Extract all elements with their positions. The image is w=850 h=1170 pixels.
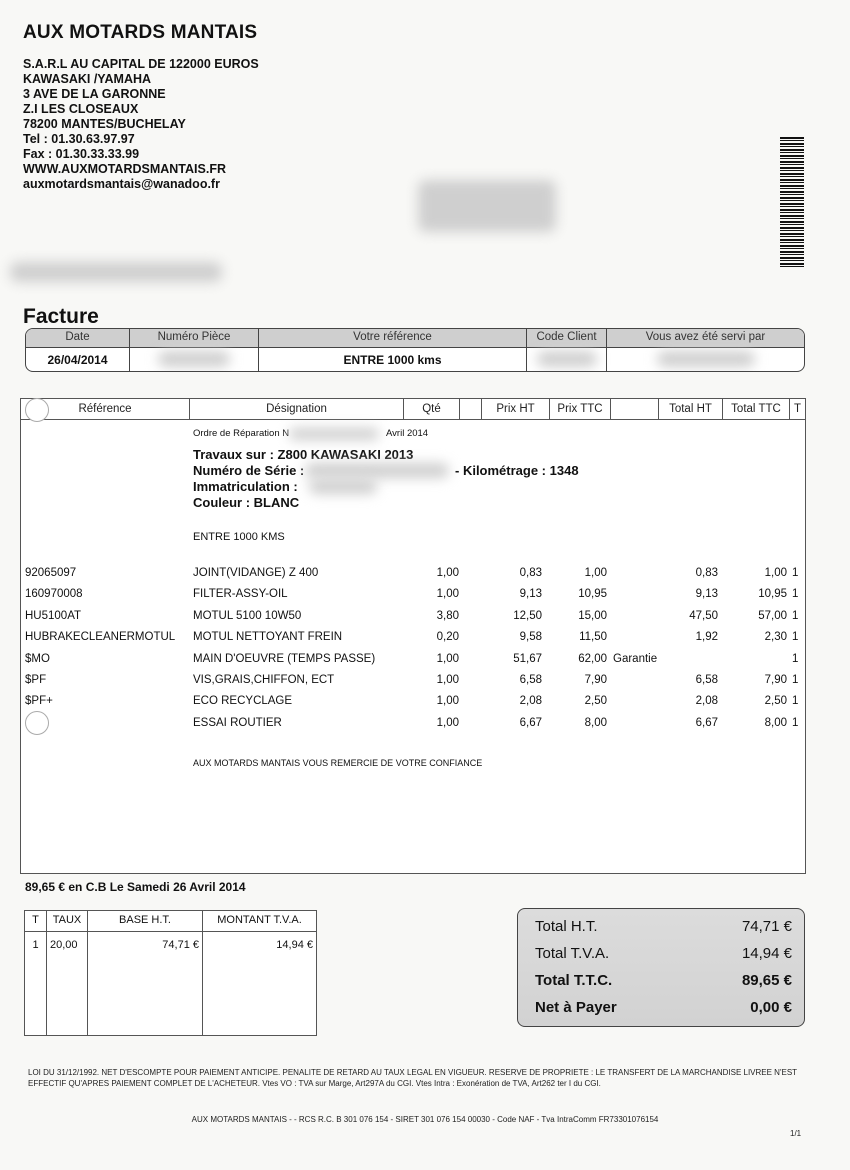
total-ttc-label: Total T.T.C. <box>535 972 613 989</box>
row-t: 1 <box>792 609 799 622</box>
col-reference: Référence <box>21 399 190 419</box>
table-row <box>21 610 805 631</box>
table-row <box>21 588 805 609</box>
date-cell <box>26 329 130 371</box>
table-row <box>21 653 805 674</box>
row-tht: 47,50 <box>689 609 718 622</box>
legal-line: EFFECTIF QU'APRES PAIEMENT COMPLET DE L'ACHETEUR. Vtes VO : TVA sur Marge, Art297A du CGI. Vtes Intra : Exonération de TVA, Art262 ter I du CGI. <box>28 1079 601 1088</box>
row-pttc: 11,50 <box>579 631 607 644</box>
redacted-serial-number <box>305 463 449 478</box>
row-pht: 6,67 <box>519 716 542 729</box>
row-qty: 1,00 <box>436 567 459 579</box>
row-pttc: 15,00 <box>578 609 607 622</box>
row-pttc: 1,00 <box>584 567 607 579</box>
row-pht: 12,50 <box>513 609 542 622</box>
reference-label: Votre référence <box>353 331 432 343</box>
row-des: VIS,GRAIS,CHIFFON, ECT <box>193 674 335 686</box>
thanks-message: AUX MOTARDS MANTAIS VOUS REMERCIE DE VOTRE CONFIANCE <box>193 758 483 768</box>
totals-box <box>517 908 805 1027</box>
redacted-piece-number <box>158 351 230 367</box>
work-title: Travaux sur : Z800 KAWASAKI 2013 <box>193 447 414 462</box>
served-label: Vous avez été servi par <box>645 331 766 343</box>
table-row <box>21 631 805 652</box>
total-ht-value: 74,71 € <box>741 918 792 935</box>
company-info-line: WWW.AUXMOTARDSMANTAIS.FR <box>23 162 226 176</box>
serial-label: Numéro de Série : <box>193 463 305 478</box>
served-cell <box>607 329 804 371</box>
client-label: Code Client <box>536 331 597 343</box>
plate-label: Immatriculation : <box>193 479 298 494</box>
tax-amount-value: 14,94 € <box>276 939 313 951</box>
company-info-line: Fax : 01.30.33.33.99 <box>23 147 140 161</box>
col-spacer <box>460 399 482 419</box>
row-t: 1 <box>792 674 799 686</box>
row-tht: 1,92 <box>695 631 718 644</box>
col-designation: Désignation <box>190 399 404 419</box>
barcode <box>780 137 804 269</box>
color-label: Couleur : BLANC <box>193 495 300 510</box>
row-tht: 6,67 <box>695 716 718 729</box>
company-info <box>23 57 259 192</box>
row-ref: $PF <box>25 674 47 686</box>
tax-rate-value: 20,00 <box>50 939 78 951</box>
tax-col-montant-label: MONTANT T.V.A. <box>217 914 302 926</box>
row-pttc: 7,90 <box>584 674 607 686</box>
piece-cell <box>130 329 259 371</box>
row-tht: 9,13 <box>695 588 718 601</box>
redacted-served-by <box>657 351 755 367</box>
tax-col-montant <box>203 911 316 1035</box>
km-label: - Kilométrage : 1348 <box>455 463 579 478</box>
row-tttc: 2,30 <box>764 631 787 644</box>
row-t: 1 <box>792 695 799 708</box>
company-info-line: Z.I LES CLOSEAUX <box>23 102 139 116</box>
total-ttc-value: 89,65 € <box>741 972 792 989</box>
table-row <box>21 567 805 588</box>
net-a-payer-label: Net à Payer <box>535 999 617 1016</box>
row-qty: 1,00 <box>436 588 459 601</box>
row-pttc: 62,00 <box>578 652 607 665</box>
tax-table <box>24 910 317 1036</box>
table-row <box>21 717 805 738</box>
row-tttc: 2,50 <box>764 695 787 708</box>
row-tttc: 8,00 <box>764 716 787 729</box>
company-footer: AUX MOTARDS MANTAIS - - RCS R.C. B 301 076 154 - SIRET 301 076 154 00030 - Code NAF - Tva IntraComm FR73301076154 <box>191 1115 659 1124</box>
order-ref-prefix: Ordre de Réparation N <box>193 428 290 439</box>
invoice-header-box <box>25 328 805 372</box>
company-info-line: Tel : 01.30.63.97.97 <box>23 132 135 146</box>
row-des: MOTUL 5100 10W50 <box>193 609 302 622</box>
punch-hole <box>25 711 49 735</box>
row-ref: $MO <box>25 652 50 665</box>
redacted-order-number <box>289 428 379 440</box>
row-pht: 51,67 <box>513 652 542 665</box>
row-ref: 160970008 <box>25 588 83 601</box>
reference-value: ENTRE 1000 kms <box>343 353 442 367</box>
row-tht: 0,83 <box>695 567 718 579</box>
tax-col-base-label: BASE H.T. <box>119 914 171 926</box>
row-des: MAIN D'OEUVRE (TEMPS PASSE) <box>193 652 376 665</box>
row-pttc: 10,95 <box>578 588 607 601</box>
row-qty: 0,20 <box>436 631 459 644</box>
row-tttc: 1,00 <box>764 567 787 579</box>
client-cell <box>527 329 607 371</box>
tax-t-value: 1 <box>32 939 39 951</box>
row-t: 1 <box>792 588 799 601</box>
tax-base-value: 74,71 € <box>162 939 199 951</box>
row-des: FILTER-ASSY-OIL <box>193 588 288 601</box>
row-pht: 9,13 <box>519 588 542 601</box>
row-pttc: 8,00 <box>584 716 607 729</box>
row-ref: 92065097 <box>25 567 77 579</box>
items-table-header <box>21 399 805 420</box>
row-pht: 2,08 <box>519 695 542 708</box>
net-a-payer-value: 0,00 € <box>750 999 792 1016</box>
company-info-line: 78200 MANTES/BUCHELAY <box>23 117 186 131</box>
row-des: ESSAI ROUTIER <box>193 716 282 729</box>
row-ref: HU5100AT <box>25 609 82 622</box>
row-pht: 9,58 <box>519 631 542 644</box>
col-prix-ttc: Prix TTC <box>550 399 611 419</box>
row-t: 1 <box>792 652 799 665</box>
row-des: JOINT(VIDANGE) Z 400 <box>193 567 319 579</box>
row-ref: HUBRAKECLEANERMOTUL <box>25 631 176 644</box>
row-tttc: 7,90 <box>764 674 787 686</box>
legal-notice <box>28 1067 808 1089</box>
items-table <box>20 398 806 874</box>
row-des: MOTUL NETTOYANT FREIN <box>193 631 343 644</box>
row-qty: 1,00 <box>436 716 459 729</box>
row-qty: 1,00 <box>436 674 459 686</box>
col-prix-ht: Prix HT <box>482 399 550 419</box>
piece-label: Numéro Pièce <box>157 331 231 343</box>
row-tht: 2,08 <box>695 695 718 708</box>
row-pht: 0,83 <box>519 567 542 579</box>
col-qty: Qté <box>404 399 460 419</box>
row-pht: 6,58 <box>519 674 542 686</box>
tax-col-t <box>25 911 47 1035</box>
row-qty: 1,00 <box>436 652 459 665</box>
company-name: AUX MOTARDS MANTAIS <box>23 22 258 43</box>
table-row <box>21 695 805 716</box>
redacted-customer-address <box>418 180 556 232</box>
row-t: 1 <box>792 716 799 729</box>
date-label: Date <box>65 331 90 343</box>
order-ref-suffix: Avril 2014 <box>386 428 429 439</box>
redacted-client-code <box>537 351 597 367</box>
row-des: ECO RECYCLAGE <box>193 695 293 708</box>
total-tva-label: Total T.V.A. <box>535 945 610 962</box>
service-note: ENTRE 1000 KMS <box>193 531 285 543</box>
company-info-line: KAWASAKI /YAMAHA <box>23 72 152 86</box>
row-qty: 3,80 <box>436 609 459 622</box>
col-total-ht: Total HT <box>659 399 723 419</box>
row-tht: 6,58 <box>695 674 718 686</box>
row-t: 1 <box>792 567 799 579</box>
tax-col-taux-label: TAUX <box>52 914 82 926</box>
punch-hole <box>25 398 49 422</box>
company-info-line: S.A.R.L AU CAPITAL DE 122000 EUROS <box>23 57 259 71</box>
col-t: T <box>793 403 802 415</box>
row-qty: 1,00 <box>436 695 459 708</box>
tax-col-t-label: T <box>32 914 39 926</box>
company-info-line: auxmotardsmantais@wanadoo.fr <box>23 177 220 191</box>
redacted-customer-name <box>10 262 222 282</box>
table-row <box>21 674 805 695</box>
payment-line: 89,65 € en C.B Le Samedi 26 Avril 2014 <box>25 880 246 894</box>
page-number: 1/1 <box>790 1129 802 1138</box>
company-info-line: 3 AVE DE LA GARONNE <box>23 87 166 101</box>
row-ref: $PF+ <box>25 695 53 708</box>
tax-col-base <box>88 911 203 1035</box>
row-tttc: 10,95 <box>758 588 787 601</box>
redacted-plate <box>309 479 377 494</box>
col-total-ttc: Total TTC <box>723 399 790 419</box>
page-title: Facture <box>23 305 99 328</box>
row-extra: Garantie <box>613 652 658 665</box>
invoice-date: 26/04/2014 <box>47 353 108 367</box>
total-tva-value: 14,94 € <box>741 945 792 962</box>
row-tttc: 57,00 <box>758 609 787 622</box>
col-extra <box>611 399 659 419</box>
legal-line: LOI DU 31/12/1992. NET D'ESCOMPTE POUR PAIEMENT ANTICIPE. PENALITE DE RETARD AU TAUX LEGAL EN VIGUEUR. RESERVE DE PROPRIETE : LE TRANSFERT DE LA MARCHANDISE LIVREE N'EST <box>28 1068 798 1077</box>
row-pttc: 2,50 <box>584 695 607 708</box>
reference-cell <box>259 329 527 371</box>
row-t: 1 <box>792 631 799 644</box>
total-ht-label: Total H.T. <box>535 918 598 935</box>
tax-col-taux <box>47 911 88 1035</box>
